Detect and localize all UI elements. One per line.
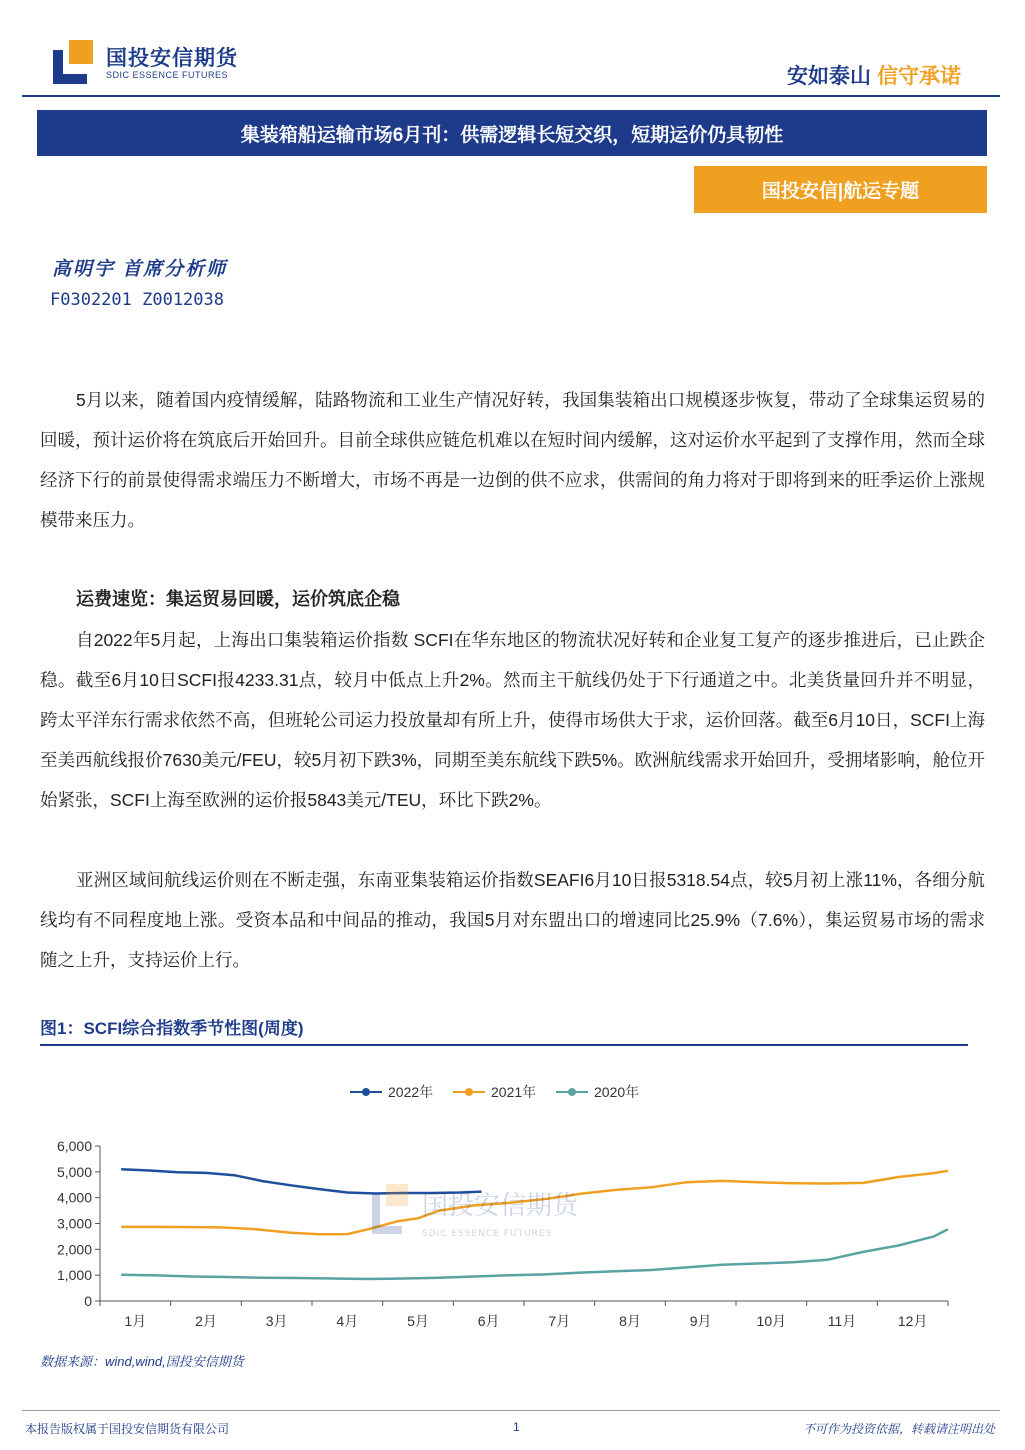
x-tick-label: 7月	[548, 1313, 571, 1329]
y-tick-label: 1,000	[56, 1267, 92, 1284]
x-tick-label: 9月	[689, 1313, 712, 1329]
x-tick-label: 5月	[407, 1313, 429, 1329]
body-paragraph-2: 亚洲区域间航线运价则在不断走强，东南亚集装箱运价指数SEAFI6月10日报5318.54点，较5月初上涨11%，各细分航线均有不同程度地上涨。受资本品和中间品的推动，我国5月对东盟出口的增速同比25.9%（7.6%），集运贸易市场的需求随之上升，支持运价上行。	[40, 870, 985, 970]
y-tick-label: 4,000	[56, 1189, 92, 1206]
figure-divider	[40, 1044, 968, 1046]
footer-divider	[22, 1410, 1000, 1411]
x-tick-label: 12月	[897, 1313, 928, 1329]
body-paragraph-1: 自2022年5月起，上海出口集装箱运价指数 SCFI在华东地区的物流状况好转和企业复工复产的逐步推进后，已止跌企稳。截至6月10日SCFI报4233.31点，较月中低点上升2%。然而主干航线仍处于下行通道之中。北美货量回升并不明显，跨太平洋东行需求依然不高，但班轮公司运力投放量却有所上升，使得市场供大于求，运价回落。截至6月10日，SCFI上海至美西航线报价7630美元/FEU，较5月初下跌3%，同期至美东航线下跌5%。欧洲航线需求开始回升，受拥堵影响，舱位开始紧张，SCFI上海至欧洲的运价报5843美元/TEU，环比下跌2%。	[40, 630, 985, 810]
watermark-text-en: SDIC ESSENCE FUTURES	[422, 1229, 553, 1239]
y-tick-label: 2,000	[56, 1241, 92, 1258]
slogan-part-b: 信守承诺	[877, 65, 961, 88]
legend-item-2020	[556, 1082, 639, 1102]
watermark	[372, 1184, 632, 1244]
slogan	[787, 60, 961, 90]
x-tick-label: 2月	[195, 1313, 217, 1329]
certificate-numbers: F0302201 Z0012038	[50, 290, 224, 310]
report-tag: 国投安信|航运专题	[694, 166, 987, 213]
legend-label-2022: 2022年	[388, 1084, 434, 1100]
x-tick-label: 3月	[265, 1313, 288, 1329]
x-tick-label: 6月	[477, 1313, 500, 1329]
figure-title: 图1：SCFI综合指数季节性图(周度)	[40, 1019, 304, 1038]
watermark-text-cn: 国投安信期货	[422, 1191, 579, 1221]
logo-name-cn: 国投安信期货	[106, 47, 238, 70]
legend-swatch-2022	[350, 1091, 382, 1093]
page-number: 1	[513, 1420, 520, 1434]
y-tick-label: 5,000	[56, 1163, 92, 1180]
legend-label-2021: 2021年	[491, 1084, 537, 1100]
figure-source: 数据来源：wind,wind,国投安信期货	[40, 1354, 244, 1369]
intro-paragraph: 5月以来，随着国内疫情缓解，陆路物流和工业生产情况好转，我国集装箱出口规模逐步恢复，带动了全球集运贸易的回暖，预计运价将在筑底后开始回升。目前全球供应链危机难以在短时间内缓解，这对运价水平起到了支撑作用，然而全球经济下行的前景使得需求端压力不断增大，市场不再是一边倒的供不应求，供需间的角力将对于即将到来的旺季运价上涨规模带来压力。	[40, 390, 985, 530]
x-tick-label: 8月	[619, 1313, 641, 1329]
report-title: 集装箱船运输市场6月刊：供需逻辑长短交织，短期运价仍具韧性	[37, 110, 987, 156]
slogan-part-a: 安如泰山	[787, 65, 871, 88]
y-tick-label: 3,000	[56, 1215, 92, 1232]
footer-disclaimer: 不可作为投资依据，转载请注明出处	[802, 1422, 995, 1436]
x-tick-label: 4月	[336, 1313, 359, 1329]
footer-copyright: 本报告版权属于国投安信期货有限公司	[25, 1422, 230, 1436]
legend-item-2022	[350, 1082, 433, 1102]
author-line: 高明宇 首席分析师	[52, 259, 228, 280]
x-tick-label: 11月	[827, 1313, 857, 1329]
y-tick-label: 0	[84, 1293, 92, 1309]
legend-item-2021	[453, 1082, 536, 1102]
legend-swatch-2020	[556, 1091, 588, 1093]
logo-name-en: SDIC ESSENCE FUTURES	[106, 70, 229, 80]
x-tick-label: 10月	[756, 1313, 787, 1329]
legend-label-2020: 2020年	[594, 1084, 640, 1100]
section-heading: 运费速览：集运贸易回暖，运价筑底企稳	[76, 589, 400, 609]
company-logo	[53, 40, 97, 84]
legend-swatch-2021	[453, 1091, 485, 1093]
x-tick-label: 1月	[124, 1313, 147, 1329]
y-tick-label: 6,000	[56, 1138, 92, 1154]
header-divider	[22, 95, 1000, 97]
